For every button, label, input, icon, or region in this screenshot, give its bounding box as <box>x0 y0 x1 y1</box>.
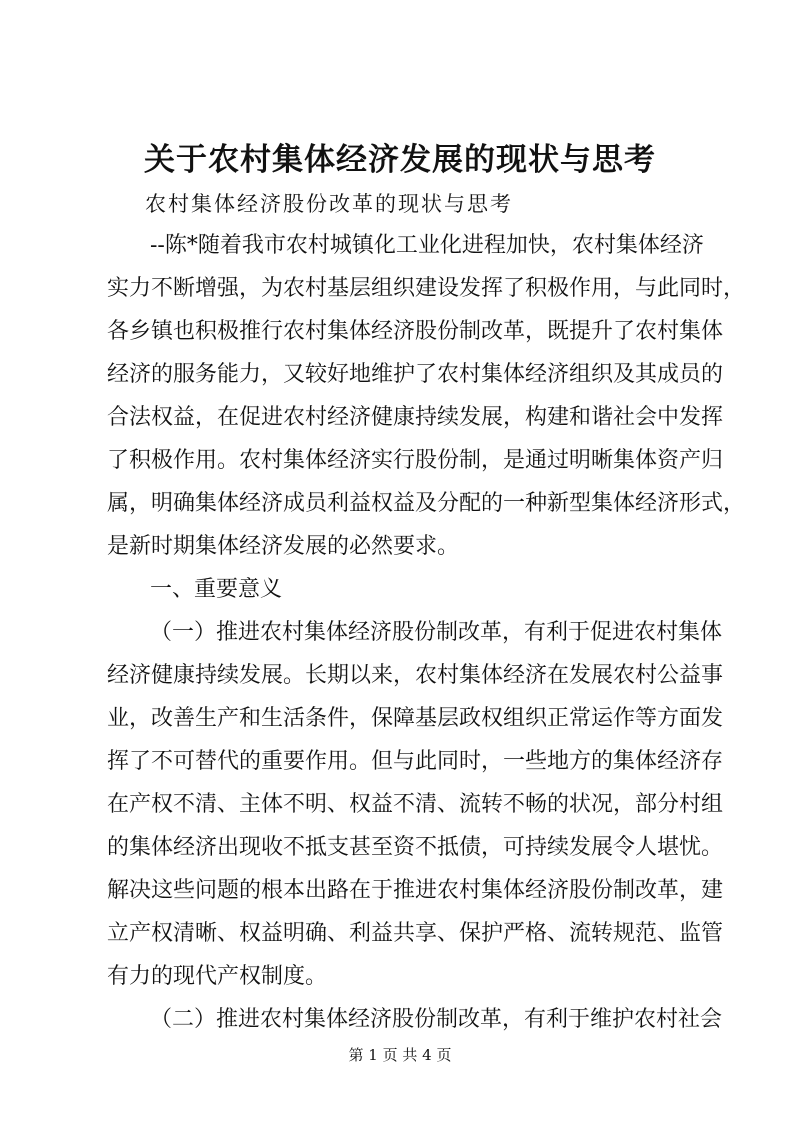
paragraph-line: --陈*随着我市农村城镇化工业化进程加快，农村集体经济 <box>150 233 704 258</box>
paragraph-line: 解决这些问题的根本出路在于推进农村集体经济股份制改革，建 <box>107 878 724 903</box>
document-title: 关于农村集体经济发展的现状与思考 <box>144 142 656 178</box>
paragraph-line: 挥了不可替代的重要作用。但与此同时，一些地方的集体经济存 <box>107 749 724 774</box>
paragraph-line: 各乡镇也积极推行农村集体经济股份制改革，既提升了农村集体 <box>107 319 724 344</box>
paragraph-line: 业，改善生产和生活条件，保障基层政权组织正常运作等方面发 <box>107 706 724 731</box>
paragraph-line: 经济健康持续发展。长期以来，农村集体经济在发展农村公益事 <box>107 663 724 688</box>
paragraph-line: 实力不断增强，为农村基层组织建设发挥了积极作用，与此同时， <box>107 276 746 301</box>
paragraph-line: 合法权益，在促进农村经济健康持续发展，构建和谐社会中发挥 <box>107 405 724 430</box>
paragraph-line: 了积极作用。农村集体经济实行股份制，是通过明晰集体资产归 <box>107 448 724 473</box>
document-subtitle: 农村集体经济股份改革的现状与思考 <box>145 192 513 216</box>
paragraph-line: 立产权清晰、权益明确、利益共享、保护严格、流转规范、监管 <box>107 921 724 946</box>
paragraph-line: 经济的服务能力，又较好地维护了农村集体经济组织及其成员的 <box>107 362 724 387</box>
paragraph-line: 是新时期集体经济发展的必然要求。 <box>107 534 460 559</box>
paragraph-line: 属，明确集体经济成员利益权益及分配的一种新型集体经济形式， <box>107 491 746 516</box>
paragraph-line: 在产权不清、主体不明、权益不清、流转不畅的状况，部分村组 <box>107 792 724 817</box>
section-heading: 一、重要意义 <box>150 577 283 602</box>
paragraph-line: 的集体经济出现收不抵支甚至资不抵债，可持续发展令人堪忧。 <box>107 835 724 860</box>
paragraph-line: （二）推进农村集体经济股份制改革，有利于维护农村社会 <box>150 1007 723 1032</box>
paragraph-line: （一）推进农村集体经济股份制改革，有利于促进农村集体 <box>150 620 723 645</box>
page-number: 第 1 页 共 4 页 <box>348 1046 452 1064</box>
paragraph-line: 有力的现代产权制度。 <box>107 964 328 989</box>
